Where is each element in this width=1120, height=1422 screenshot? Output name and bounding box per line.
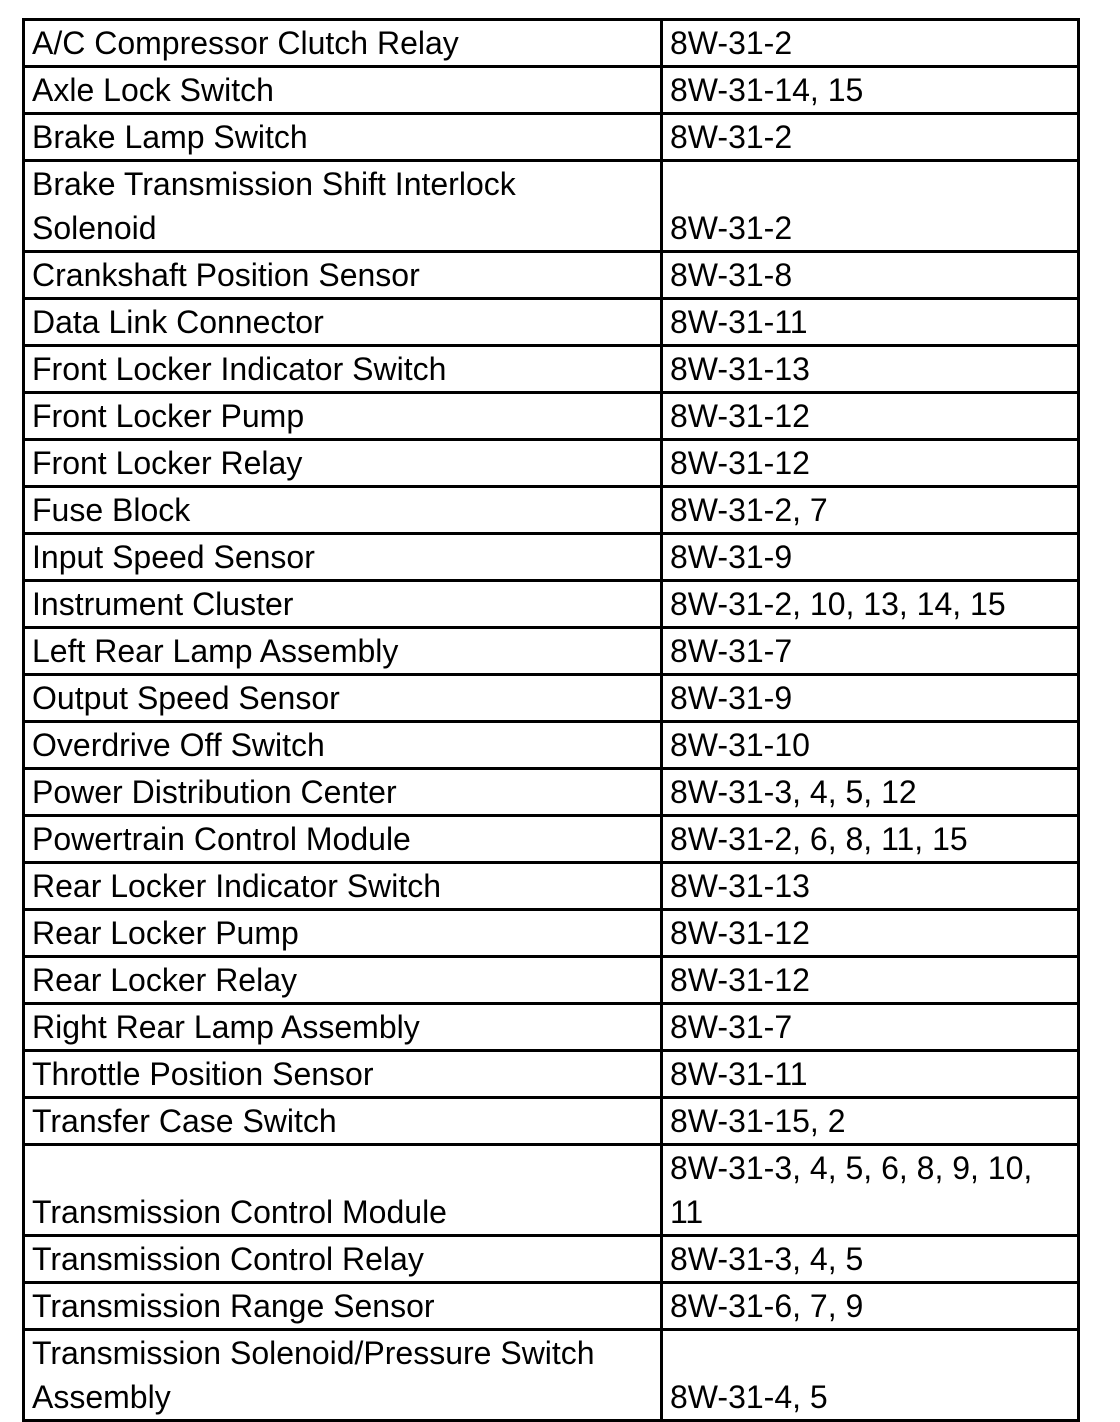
table-row [24,769,1079,816]
reference-cell: 8W-31-3, 4, 5, 6, 8, 9, 10, 11 [662,1145,1079,1236]
table-row [24,114,1079,161]
component-name-cell: A/C Compressor Clutch Relay [24,20,662,67]
component-name-cell: Left Rear Lamp Assembly [24,628,662,675]
reference-cell: 8W-31-11 [662,1051,1079,1098]
table-body [24,20,1079,1421]
component-name-cell: Brake Lamp Switch [24,114,662,161]
reference-cell: 8W-31-2, 7 [662,487,1079,534]
component-name-cell: Instrument Cluster [24,581,662,628]
reference-cell: 8W-31-3, 4, 5 [662,1236,1079,1283]
table-row [24,816,1079,863]
reference-cell: 8W-31-12 [662,910,1079,957]
component-name-cell: Rear Locker Pump [24,910,662,957]
component-name-cell: Transmission Solenoid/Pressure Switch Assembly [24,1330,662,1421]
component-name-cell: Overdrive Off Switch [24,722,662,769]
component-name-cell: Transmission Control Module [24,1145,662,1236]
table-row [24,1004,1079,1051]
component-location-table [22,18,1080,1422]
table-row [24,957,1079,1004]
table-row [24,299,1079,346]
reference-cell: 8W-31-7 [662,628,1079,675]
table-row [24,534,1079,581]
reference-cell: 8W-31-9 [662,534,1079,581]
table-row [24,628,1079,675]
reference-cell: 8W-31-2, 6, 8, 11, 15 [662,816,1079,863]
component-name-cell: Transfer Case Switch [24,1098,662,1145]
table-row [24,1145,1079,1236]
reference-cell: 8W-31-2 [662,114,1079,161]
reference-cell: 8W-31-10 [662,722,1079,769]
table-row [24,67,1079,114]
table-row [24,863,1079,910]
reference-cell: 8W-31-12 [662,393,1079,440]
component-name-cell: Brake Transmission Shift Interlock Solenoid [24,161,662,252]
table-row [24,1330,1079,1421]
table-row [24,487,1079,534]
reference-cell: 8W-31-6, 7, 9 [662,1283,1079,1330]
component-name-cell: Transmission Range Sensor [24,1283,662,1330]
component-name-cell: Crankshaft Position Sensor [24,252,662,299]
table-row [24,581,1079,628]
reference-cell: 8W-31-4, 5 [662,1330,1079,1421]
component-name-cell: Rear Locker Indicator Switch [24,863,662,910]
component-name-cell: Output Speed Sensor [24,675,662,722]
component-name-cell: Power Distribution Center [24,769,662,816]
table-row [24,910,1079,957]
reference-cell: 8W-31-7 [662,1004,1079,1051]
reference-cell: 8W-31-13 [662,863,1079,910]
table-row [24,1236,1079,1283]
table-row [24,440,1079,487]
table-row [24,161,1079,252]
component-name-cell: Axle Lock Switch [24,67,662,114]
component-name-cell: Right Rear Lamp Assembly [24,1004,662,1051]
table-row [24,675,1079,722]
reference-cell: 8W-31-3, 4, 5, 12 [662,769,1079,816]
table-row [24,20,1079,67]
table-row [24,1051,1079,1098]
component-name-cell: Front Locker Pump [24,393,662,440]
reference-cell: 8W-31-2 [662,20,1079,67]
component-name-cell: Front Locker Indicator Switch [24,346,662,393]
reference-cell: 8W-31-9 [662,675,1079,722]
reference-cell: 8W-31-13 [662,346,1079,393]
component-name-cell: Data Link Connector [24,299,662,346]
component-name-cell: Fuse Block [24,487,662,534]
table-row [24,346,1079,393]
reference-cell: 8W-31-12 [662,440,1079,487]
component-name-cell: Powertrain Control Module [24,816,662,863]
table-row [24,1283,1079,1330]
component-name-cell: Rear Locker Relay [24,957,662,1004]
table-row [24,252,1079,299]
component-name-cell: Throttle Position Sensor [24,1051,662,1098]
reference-cell: 8W-31-2 [662,161,1079,252]
table-row [24,1098,1079,1145]
component-name-cell: Transmission Control Relay [24,1236,662,1283]
component-name-cell: Front Locker Relay [24,440,662,487]
reference-cell: 8W-31-14, 15 [662,67,1079,114]
table-row [24,722,1079,769]
reference-cell: 8W-31-15, 2 [662,1098,1079,1145]
component-name-cell: Input Speed Sensor [24,534,662,581]
reference-cell: 8W-31-11 [662,299,1079,346]
reference-cell: 8W-31-2, 10, 13, 14, 15 [662,581,1079,628]
table-row [24,393,1079,440]
reference-cell: 8W-31-8 [662,252,1079,299]
reference-cell: 8W-31-12 [662,957,1079,1004]
